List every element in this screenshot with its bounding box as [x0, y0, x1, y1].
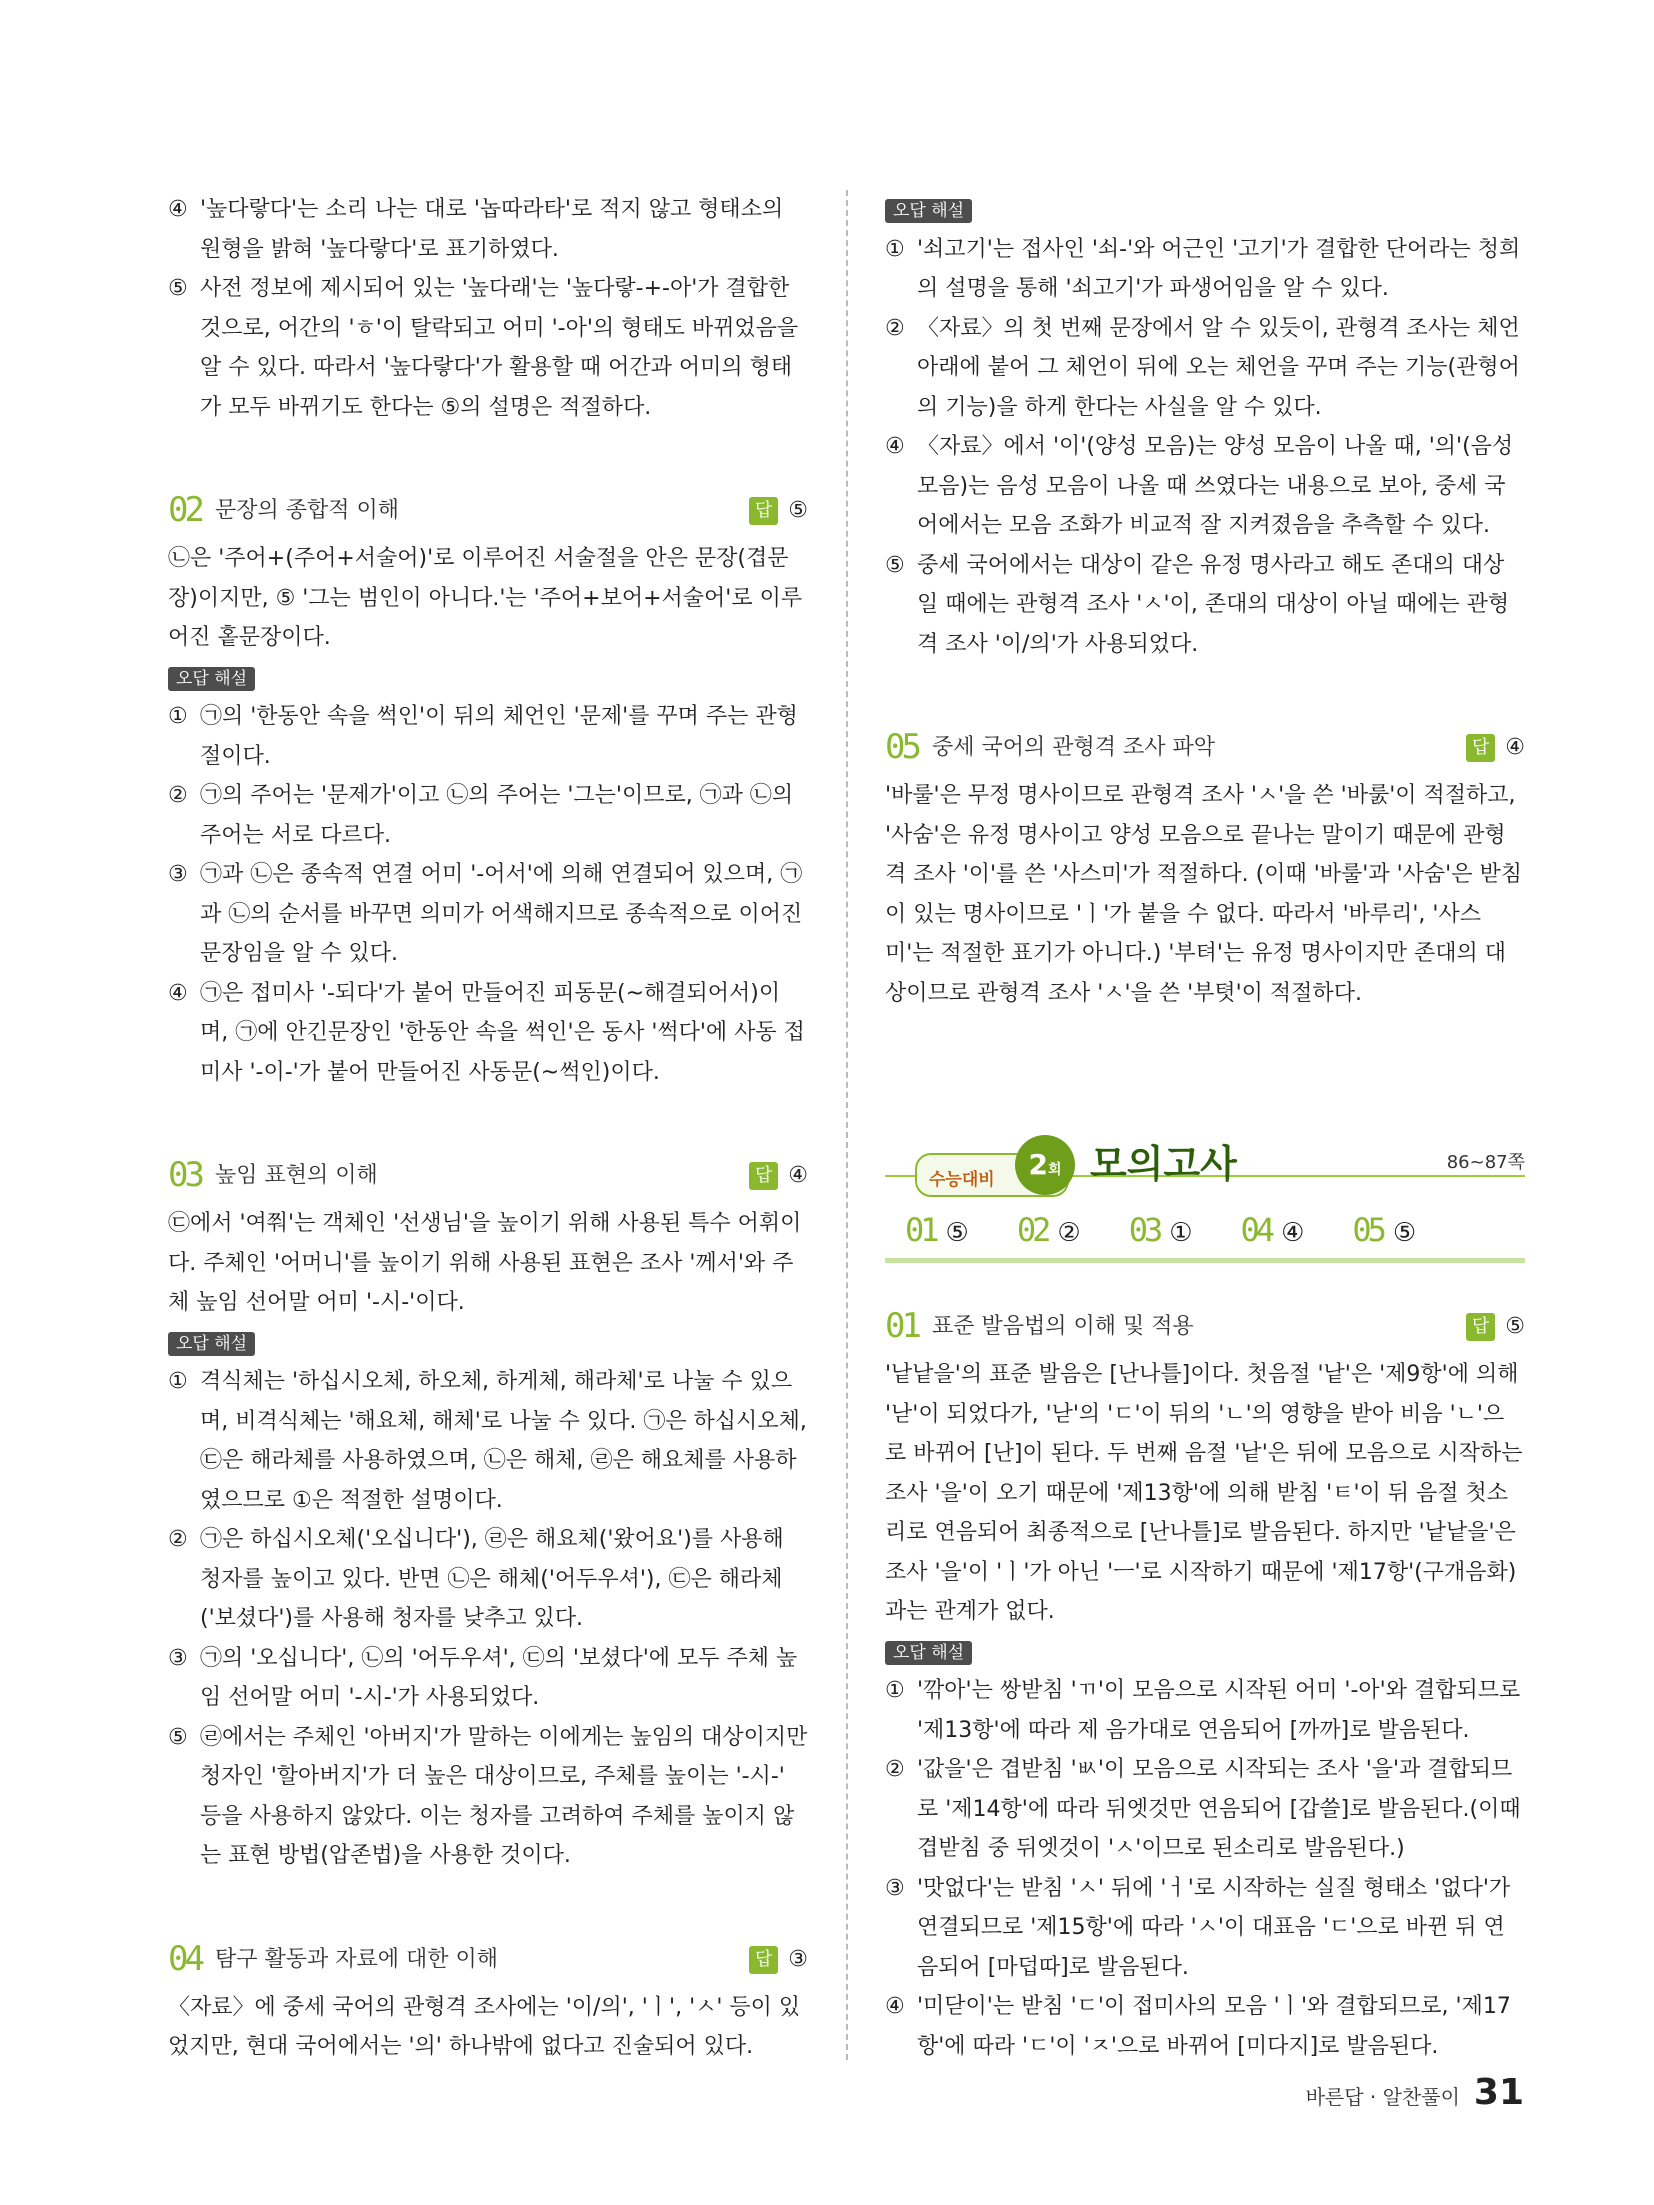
list-item: ② '값을'은 겹받침 'ㅄ'이 모음으로 시작되는 조사 '을'과 결합되므로 '제14항'에 따라 뒤엣것만 연음되어 [갑쓸]로 발음된다.(이때 겹받침 중 뒤엣것이 'ㅅ'이므로 된소리로 발음된다.): [885, 1757, 1521, 1861]
exam-header-bottom-rule: [885, 1258, 1525, 1263]
section-header-02: 02 문장의 종합적 이해 답 ⑤: [168, 490, 808, 531]
list-item: ⑤ 중세 국어에서는 대상이 같은 유정 명사라고 해도 존대의 대상일 때에는 관형격 조사 'ㅅ'이, 존대의 대상이 아닐 때에는 관형격 조사 '이/의'가 사용되었다.: [885, 552, 1510, 657]
list-item: ① 격식체는 '하십시오체, 하오체, 하게체, 해라체'로 나눌 수 있으며, 비격식체는 '해요체, 해체'로 나눌 수 있다. ㉠은 하십시오체, ㉢은 해라체를 사용하였으며, ㉡은 해체, ㉣은 해요체를 사용하였으므로 ①은 적절한 설명이다.: [168, 1369, 807, 1513]
left-column: [168, 190, 808, 2067]
exam-answer: 02 ②: [1016, 1211, 1081, 1249]
answer-badge: 답: [1466, 734, 1495, 762]
answer-value: ④: [1505, 735, 1525, 761]
footer-title: 바른답 · 알찬풀이: [1305, 2085, 1460, 2109]
answer-badge: 답: [749, 1162, 778, 1190]
exam-pages: 86~87쪽: [1446, 1152, 1525, 1173]
answer-value: ④: [788, 1163, 808, 1189]
section-header-03: 03 높임 표현의 이해 답 ④: [168, 1155, 808, 1196]
list-item: ④ '미닫이'는 받침 'ㄷ'이 접미사의 모음 'ㅣ'와 결합되므로, '제17항'에 따라 'ㄷ'이 'ㅈ'으로 바뀌어 [미다지]로 발음된다.: [885, 1994, 1511, 2059]
answer-value: ③: [788, 1946, 808, 1972]
section-body: '바룰'은 무정 명사이므로 관형격 조사 'ㅅ'을 쓴 '바룴'이 적절하고, '사숨'은 유정 명사이고 양성 모음으로 끝나는 말이기 때문에 관형격 조사 '이'를 쓴 '사스미'가 적절하다. (이때 '바룰'과 '사숨'은 받침이 있는 명사이므로 'ㅣ'가 붙을 수 없다. 따라서 '바루리', '사스미'는 적절한 표기가 아니다.) '부텨'는 유정 명사이지만 존대의 대상이므로 관형격 조사 'ㅅ'을 쓴 '부텻'이 적절하다.: [885, 783, 1522, 1006]
page-number: 31: [1473, 2072, 1524, 2113]
answer-value: ⑤: [1505, 1314, 1525, 1340]
list-item: ② ㉠의 주어는 '문제가'이고 ㉡의 주어는 '그는'이므로, ㉠과 ㉡의 주어는 서로 다르다.: [168, 783, 794, 848]
answer-badge: 답: [1466, 1313, 1495, 1341]
answer-badge: 답: [749, 1946, 778, 1974]
exam-header: [885, 1123, 1525, 1273]
exam-answer: 03 ①: [1128, 1211, 1193, 1249]
column-divider: [846, 190, 848, 2060]
section-body: ㉢에서 '여쭤'는 객체인 '선생님'을 높이기 위해 사용된 특수 어휘이다. 주체인 '어머니'를 높이기 위해 사용된 표현은 조사 '께서'와 주체 높임 선어말 어미 '-시-'이다.: [168, 1211, 802, 1315]
page-footer: [1306, 2072, 1524, 2113]
section-header-01: 01 표준 발음법의 이해 및 적용 답 ⑤: [885, 1306, 1525, 1347]
list-item: ④ ㉠은 접미사 '-되다'가 붙어 만들어진 피동문(~해결되어서)이며, ㉠에 안긴문장인 '한동안 속을 썩인'은 동사 '썩다'에 사동 접미사 '-이-'가 붙어 만들어진 사동문(~썩인)이다.: [168, 980, 805, 1085]
list-item: ⑤ ㉣에서는 주체인 '아버지'가 말하는 이에게는 높임의 대상이지만 청자인 '할아버지'가 더 높은 대상이므로, 주체를 높이는 '-시-' 등을 사용하지 않았다. 이는 청자를 고려하여 주체를 높이지 않는 표현 방법(압존법)을 사용한 것이다.: [168, 1724, 808, 1868]
wrong-answer-label: 오답 해설: [168, 1332, 255, 1356]
section-body: 〈자료〉에 중세 국어의 관형격 조사에는 '이/의', 'ㅣ', 'ㅅ' 등이 있었지만, 현대 국어에서는 '의' 하나밖에 없다고 진술되어 있다.: [168, 1994, 801, 2059]
exam-tag: 수능대비: [915, 1153, 1069, 1197]
wrong-answer-label: 오답 해설: [885, 1641, 972, 1665]
answer-value: ⑤: [788, 498, 808, 524]
exam-round-badge: 2회: [1015, 1135, 1075, 1195]
exam-answer-row: [905, 1211, 1416, 1254]
exam-title: 모의고사: [1090, 1142, 1237, 1186]
exam-answer: 04 ④: [1240, 1211, 1305, 1249]
section-body: '낱낱을'의 표준 발음은 [난나틀]이다. 첫음절 '낱'은 '제9항'에 의해 '낟'이 되었다가, '낟'의 'ㄷ'이 뒤의 'ㄴ'의 영향을 받아 비음 'ㄴ'으로 바뀌어 [난]이 된다. 두 번째 음절 '낱'은 뒤에 모음으로 시작하는 조사 '을'이 오기 때문에 '제13항'에 의해 받침 'ㅌ'이 뒤 음절 첫소리로 연음되어 최종적으로 [난나틀]로 발음된다. 하지만 '낱낱을'은 조사 '을'이 'ㅣ'가 아닌 'ㅡ'로 시작하기 때문에 '제17항'(구개음화)과는 관계가 없다.: [885, 1362, 1523, 1624]
answer-badge: 답: [749, 497, 778, 525]
right-column: [885, 190, 1525, 2066]
list-item: ② 〈자료〉의 첫 번째 문장에서 알 수 있듯이, 관형격 조사는 체언 아래에 붙어 그 체언이 뒤에 오는 체언을 꾸며 주는 기능(관형어의 기능)을 하게 한다는 사실을 알 수 있다.: [885, 315, 1520, 420]
list-item: ③ ㉠의 '오십니다', ㉡의 '어두우셔', ㉢의 '보셨다'에 모두 주체 높임 선어말 어미 '-시-'가 사용되었다.: [168, 1645, 798, 1710]
list-item: ④ '높다랗다'는 소리 나는 대로 '놉따라타'로 적지 않고 형태소의 원형을 밝혀 '높다랗다'로 표기하였다.: [168, 197, 784, 262]
exam-answer: 01 ⑤: [905, 1211, 969, 1249]
list-item: ⑤ 사전 정보에 제시되어 있는 '높다래'는 '높다랗-+-아'가 결합한 것으로, 어간의 'ㅎ'이 탈락되고 어미 '-아'의 형태도 바뀌었음을 알 수 있다. 따라서 '높다랗다'가 활용할 때 어간과 어미의 형태가 모두 바뀌기도 한다는 ⑤의 설명은 적절하다.: [168, 276, 799, 420]
section-header-04: 04 탐구 활동과 자료에 대한 이해 답 ③: [168, 1938, 808, 1979]
list-item: ① '쇠고기'는 접사인 '쇠-'와 어근인 '고기'가 결합한 단어라는 청희의 설명을 통해 '쇠고기'가 파생어임을 알 수 있다.: [885, 236, 1521, 301]
list-item: ③ '맛없다'는 받침 'ㅅ' 뒤에 'ㅓ'로 시작하는 실질 형태소 '없다'가 연결되므로 '제15항'에 따라 'ㅅ'이 대표음 'ㄷ'으로 바뀐 뒤 연음되어 [마덥따]로 발음된다.: [885, 1875, 1511, 1980]
section-body: ㉡은 '주어+(주어+서술어)'로 이루어진 서술절을 안은 문장(겹문장)이지만, ⑤ '그는 범인이 아니다.'는 '주어+보어+서술어'로 이루어진 홑문장이다.: [168, 546, 803, 650]
list-item: ① ㉠의 '한동안 속을 썩인'이 뒤의 체언인 '문제'를 꾸며 주는 관형절이다.: [168, 704, 798, 769]
list-item: ① '깎아'는 쌍받침 'ㄲ'이 모음으로 시작된 어미 '-아'와 결합되므로 '제13항'에 따라 제 음가대로 연음되어 [까까]로 발음된다.: [885, 1678, 1521, 1743]
section-header-05: 05 중세 국어의 관형격 조사 파악 답 ④: [885, 727, 1525, 768]
list-item: ④ 〈자료〉에서 '이'(양성 모음)는 양성 모음이 나올 때, '의'(음성 모음)는 음성 모음이 나올 때 쓰였다는 내용으로 보아, 중세 국어에서는 모음 조화가 비교적 잘 지켜졌음을 추측할 수 있다.: [885, 434, 1514, 538]
wrong-answer-label: 오답 해설: [885, 199, 972, 223]
list-item: ② ㉠은 하십시오체('오십니다'), ㉣은 해요체('왔어요')를 사용해 청자를 높이고 있다. 반면 ㉡은 해체('어두우셔'), ㉢은 해라체('보셨다')를 사용해 청자를 낮추고 있다.: [168, 1527, 784, 1631]
list-item: ③ ㉠과 ㉡은 종속적 연결 어미 '-어서'에 의해 연결되어 있으며, ㉠과 ㉡의 순서를 바꾸면 의미가 어색해지므로 종속적으로 이어진 문장임을 알 수 있다.: [168, 862, 803, 966]
exam-answer: 05 ⑤: [1352, 1211, 1417, 1249]
wrong-answer-label: 오답 해설: [168, 667, 255, 691]
